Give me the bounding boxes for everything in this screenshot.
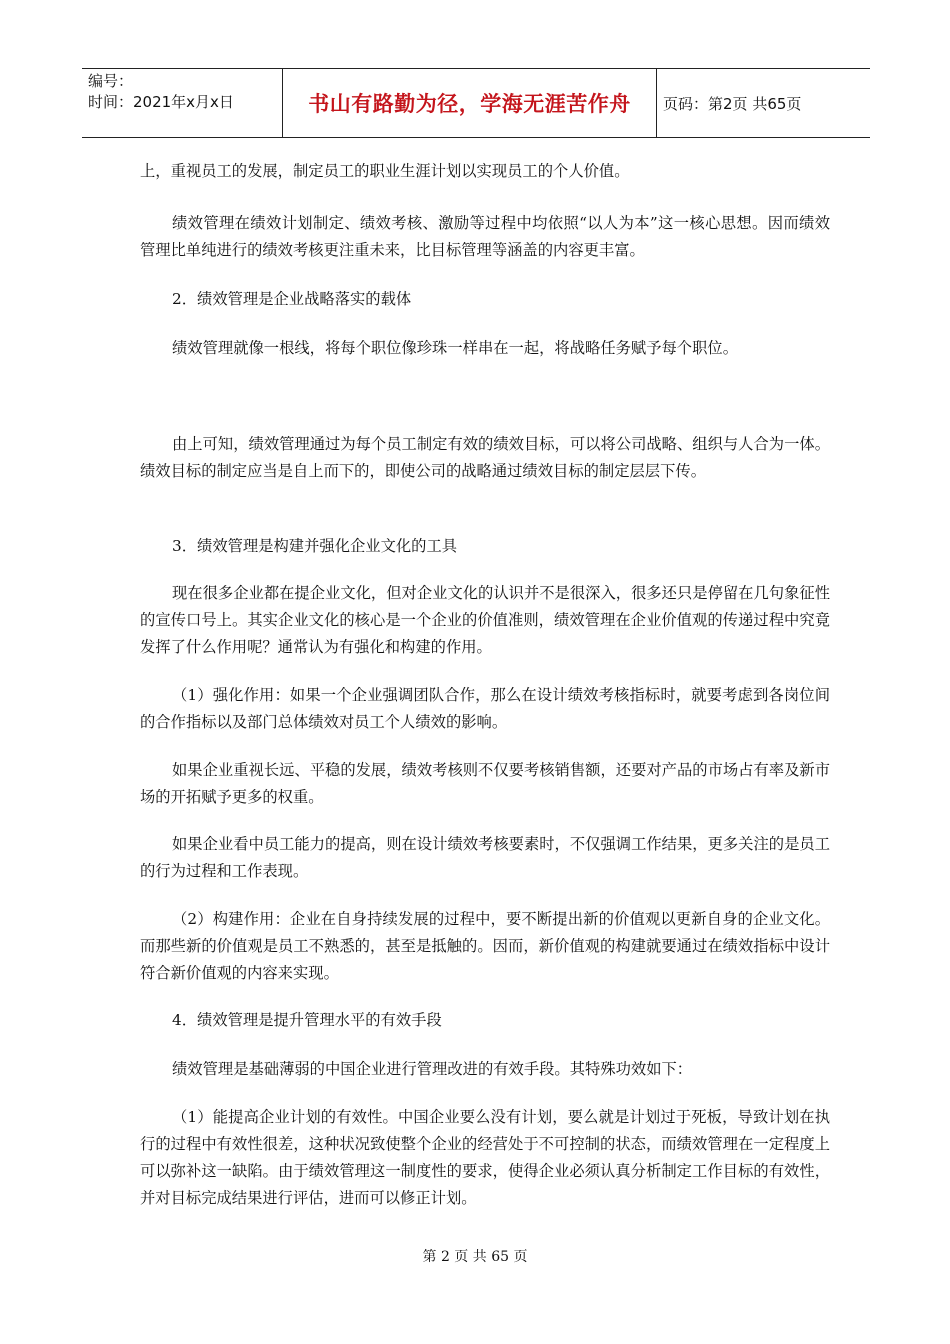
- paragraph: 绩效管理是基础薄弱的中国企业进行管理改进的有效手段。其特殊功效如下：: [172, 1060, 693, 1078]
- paragraph: （1）强化作用：如果一个企业强调团队合作，那么在设计绩效考核指标时，就要考虑到各岗位间的合作指标以及部门总体绩效对员工个人绩效的影响。: [140, 686, 830, 731]
- paragraph: 绩效管理就像一根线，将每个职位像珍珠一样串在一起，将战略任务赋予每个职位。: [172, 339, 738, 357]
- header-meta: [88, 71, 278, 113]
- header-page-info: [657, 69, 870, 137]
- paragraph: 由上可知，绩效管理通过为每个员工制定有效的绩效目标，可以将公司战略、组织与人合为一体。绩效目标的制定应当是自上而下的，即使公司的战略通过绩效目标的制定层层下传。: [140, 435, 830, 480]
- paragraph: 上，重视员工的发展，制定员工的职业生涯计划以实现员工的个人价值。: [140, 162, 630, 180]
- paragraph: 现在很多企业都在提企业文化，但对企业文化的认识并不是很深入，很多还只是停留在几句象征性的宣传口号上。其实企业文化的核心是一个企业的价值准则，绩效管理在企业价值观的传递过程中究竟发挥了什么作用呢？通常认为有强化和构建的作用。: [140, 584, 830, 656]
- paragraph: 绩效管理在绩效计划制定、绩效考核、激励等过程中均依照“以人为本”这一核心思想。因而绩效管理比单纯进行的绩效考核更注重未来，比目标管理等涵盖的内容更丰富。: [140, 214, 830, 259]
- paragraph: （1）能提高企业计划的有效性。中国企业要么没有计划，要么就是计划过于死板，导致计划在执行的过程中有效性很差，这种状况致使整个企业的经营处于不可控制的状态，而绩效管理在一定程度上可以弥补这一缺陷。由于绩效管理这一制度性的要求，使得企业必须认真分析制定工作目标的有效性，并对目标完成结果进行评估，进而可以修正计划。: [140, 1108, 830, 1207]
- header-motto: 书山有路勤为径，学海无涯苦作舟: [308, 92, 631, 116]
- page-header: [82, 68, 870, 138]
- page-current: 第2页: [708, 94, 748, 113]
- date-label: 时间：2021年x月x日: [88, 93, 234, 111]
- paragraph: （2）构建作用：企业在自身持续发展的过程中，要不断提出新的价值观以更新自身的企业文化。而那些新的价值观是员工不熟悉的，甚至是抵触的。因而，新价值观的构建就要通过在绩效指标中设计符合新价值观的内容来实现。: [140, 910, 830, 982]
- section-heading: 3．绩效管理是构建并强化企业文化的工具: [172, 537, 458, 555]
- page-label: 页码：: [663, 94, 709, 113]
- page-total: 共65页: [752, 94, 802, 113]
- paragraph: 如果企业重视长远、平稳的发展，绩效考核则不仅要考核销售额，还要对产品的市场占有率及新市场的开拓赋予更多的权重。: [140, 761, 830, 806]
- serial-number-label: 编号：: [88, 72, 134, 90]
- page-footer: 第 2 页 共 65 页: [422, 1249, 528, 1265]
- section-heading: 4．绩效管理是提升管理水平的有效手段: [172, 1011, 442, 1029]
- section-heading: 2．绩效管理是企业战略落实的载体: [172, 290, 412, 308]
- paragraph: 如果企业看中员工能力的提高，则在设计绩效考核要素时，不仅强调工作结果，更多关注的是员工的行为过程和工作表现。: [140, 835, 830, 880]
